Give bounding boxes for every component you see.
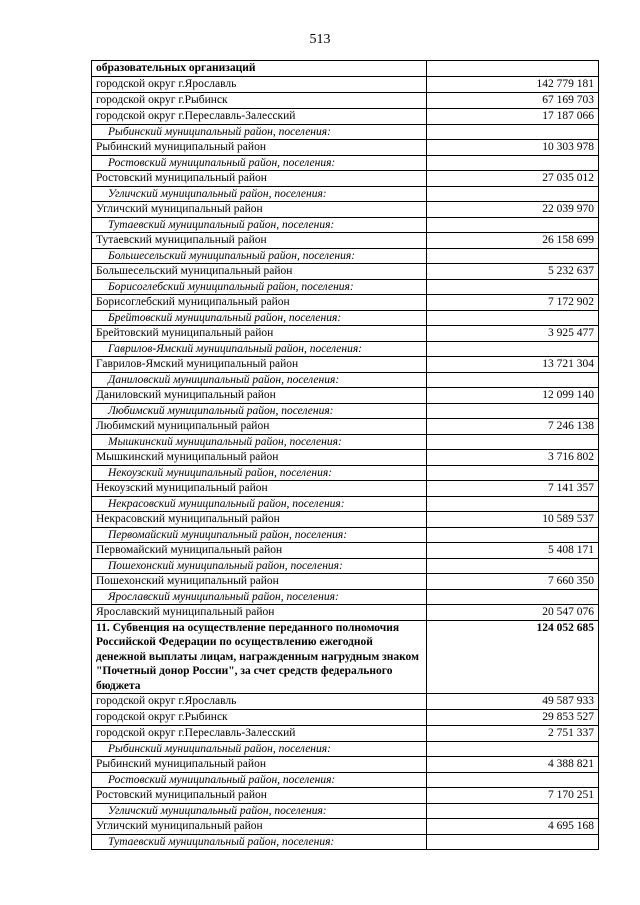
row-amount-cell: 2 751 337 <box>427 726 599 742</box>
row-name-cell: городской округ г.Рыбинск <box>92 92 427 108</box>
table-row <box>92 449 599 465</box>
row-amount-cell <box>427 589 599 604</box>
section-header-row <box>92 61 599 77</box>
row-amount-cell <box>427 434 599 449</box>
row-amount-cell: 26 158 699 <box>427 232 599 248</box>
table-row <box>92 170 599 186</box>
district-subheader-row <box>92 465 599 480</box>
row-amount-cell: 12 099 140 <box>427 387 599 403</box>
district-subheader-row <box>92 589 599 604</box>
row-name-cell: Даниловский муниципальный район <box>92 387 427 403</box>
row-amount-cell: 3 716 802 <box>427 449 599 465</box>
row-name-cell: городской округ г.Ярославль <box>92 694 427 710</box>
row-amount-cell <box>427 310 599 325</box>
row-name-cell: Большесельский муниципальный район, поселения: <box>92 248 427 263</box>
row-amount-cell <box>427 527 599 542</box>
table-row <box>92 694 599 710</box>
row-amount-cell <box>427 496 599 511</box>
row-name-cell: городской округ г.Переславль-Залесский <box>92 726 427 742</box>
page-number: 513 <box>309 32 331 47</box>
row-amount-cell: 5 408 171 <box>427 542 599 558</box>
budget-table <box>91 60 599 850</box>
row-amount-cell: 10 589 537 <box>427 511 599 527</box>
row-name-cell: 11. Субвенция на осуществление переданного полномочия Российской Федерации по осуществлению ежегодной денежной выплаты лицам, награжденным нагрудным знаком "Почетный донор России", за счет средств федерального бюджета <box>92 620 427 694</box>
district-subheader-row <box>92 527 599 542</box>
row-name-cell: Угличский муниципальный район, поселения: <box>92 804 427 819</box>
row-amount-cell: 67 169 703 <box>427 92 599 108</box>
row-name-cell: Борисоглебский муниципальный район, поселения: <box>92 279 427 294</box>
district-subheader-row <box>92 496 599 511</box>
row-name-cell: Рыбинский муниципальный район <box>92 139 427 155</box>
row-name-cell: Любимский муниципальный район <box>92 418 427 434</box>
table-row <box>92 387 599 403</box>
row-amount-cell <box>427 742 599 757</box>
row-amount-cell <box>427 155 599 170</box>
district-subheader-row <box>92 155 599 170</box>
row-name-cell: Брейтовский муниципальный район <box>92 325 427 341</box>
row-name-cell: Угличский муниципальный район, поселения: <box>92 186 427 201</box>
row-name-cell: Борисоглебский муниципальный район <box>92 294 427 310</box>
row-amount-cell <box>427 558 599 573</box>
district-subheader-row <box>92 279 599 294</box>
row-name-cell: образовательных организаций <box>92 61 427 77</box>
row-name-cell: Пошехонский муниципальный район <box>92 573 427 589</box>
row-amount-cell: 7 141 357 <box>427 480 599 496</box>
table-row <box>92 263 599 279</box>
table-row <box>92 542 599 558</box>
row-amount-cell: 7 246 138 <box>427 418 599 434</box>
district-subheader-row <box>92 835 599 850</box>
row-amount-cell: 17 187 066 <box>427 108 599 124</box>
row-name-cell: Некрасовский муниципальный район, поселения: <box>92 496 427 511</box>
district-subheader-row <box>92 403 599 418</box>
row-name-cell: Большесельский муниципальный район <box>92 263 427 279</box>
table-row <box>92 108 599 124</box>
table-row <box>92 325 599 341</box>
row-name-cell: Мышкинский муниципальный район <box>92 449 427 465</box>
row-amount-cell <box>427 465 599 480</box>
row-name-cell: Угличский муниципальный район <box>92 819 427 835</box>
row-name-cell: Брейтовский муниципальный район, поселения: <box>92 310 427 325</box>
row-amount-cell: 142 779 181 <box>427 76 599 92</box>
row-amount-cell <box>427 124 599 139</box>
row-amount-cell: 29 853 527 <box>427 710 599 726</box>
district-subheader-row <box>92 434 599 449</box>
row-amount-cell: 7 172 902 <box>427 294 599 310</box>
table-row <box>92 710 599 726</box>
district-subheader-row <box>92 124 599 139</box>
district-subheader-row <box>92 341 599 356</box>
section-header-row <box>92 620 599 694</box>
row-amount-cell <box>427 372 599 387</box>
row-amount-cell <box>427 835 599 850</box>
district-subheader-row <box>92 742 599 757</box>
district-subheader-row <box>92 372 599 387</box>
row-name-cell: Тутаевский муниципальный район <box>92 232 427 248</box>
row-name-cell: Рыбинский муниципальный район, поселения: <box>92 124 427 139</box>
table-row <box>92 573 599 589</box>
row-name-cell: городской округ г.Ярославль <box>92 76 427 92</box>
row-amount-cell: 13 721 304 <box>427 356 599 372</box>
row-amount-cell <box>427 217 599 232</box>
row-amount-cell: 49 587 933 <box>427 694 599 710</box>
table-row <box>92 294 599 310</box>
row-amount-cell <box>427 248 599 263</box>
table-row <box>92 139 599 155</box>
row-name-cell: Некоузский муниципальный район <box>92 480 427 496</box>
row-amount-cell: 27 035 012 <box>427 170 599 186</box>
district-subheader-row <box>92 248 599 263</box>
row-name-cell: Даниловский муниципальный район, поселения: <box>92 372 427 387</box>
district-subheader-row <box>92 217 599 232</box>
table-row <box>92 356 599 372</box>
row-amount-cell: 3 925 477 <box>427 325 599 341</box>
table-row <box>92 92 599 108</box>
row-amount-cell: 20 547 076 <box>427 604 599 620</box>
row-name-cell: Мышкинский муниципальный район, поселения: <box>92 434 427 449</box>
budget-table-body <box>92 61 599 850</box>
row-amount-cell <box>427 186 599 201</box>
row-amount-cell: 7 170 251 <box>427 788 599 804</box>
table-row <box>92 788 599 804</box>
row-name-cell: Некрасовский муниципальный район <box>92 511 427 527</box>
row-name-cell: Угличский муниципальный район <box>92 201 427 217</box>
row-name-cell: городской округ г.Рыбинск <box>92 710 427 726</box>
table-row <box>92 757 599 773</box>
row-name-cell: городской округ г.Переславль-Залесский <box>92 108 427 124</box>
table-row <box>92 232 599 248</box>
district-subheader-row <box>92 186 599 201</box>
row-name-cell: Гаврилов-Ямский муниципальный район, поселения: <box>92 341 427 356</box>
row-amount-cell: 7 660 350 <box>427 573 599 589</box>
row-name-cell: Рыбинский муниципальный район <box>92 757 427 773</box>
row-name-cell: Ярославский муниципальный район, поселения: <box>92 589 427 604</box>
table-row <box>92 480 599 496</box>
row-name-cell: Ростовский муниципальный район <box>92 788 427 804</box>
row-name-cell: Рыбинский муниципальный район, поселения: <box>92 742 427 757</box>
row-amount-cell <box>427 804 599 819</box>
row-amount-cell: 10 303 978 <box>427 139 599 155</box>
district-subheader-row <box>92 310 599 325</box>
table-row <box>92 201 599 217</box>
row-amount-cell <box>427 279 599 294</box>
table-row <box>92 819 599 835</box>
row-name-cell: Гаврилов-Ямский муниципальный район <box>92 356 427 372</box>
table-row <box>92 418 599 434</box>
row-name-cell: Ростовский муниципальный район, поселения: <box>92 773 427 788</box>
row-amount-cell <box>427 773 599 788</box>
row-amount-cell: 124 052 685 <box>427 620 599 694</box>
district-subheader-row <box>92 558 599 573</box>
row-amount-cell: 5 232 637 <box>427 263 599 279</box>
row-name-cell: Пошехонский муниципальный район, поселения: <box>92 558 427 573</box>
table-row <box>92 511 599 527</box>
row-name-cell: Ярославский муниципальный район <box>92 604 427 620</box>
district-subheader-row <box>92 773 599 788</box>
table-row <box>92 76 599 92</box>
row-amount-cell <box>427 341 599 356</box>
row-amount-cell <box>427 61 599 77</box>
row-amount-cell: 22 039 970 <box>427 201 599 217</box>
row-name-cell: Некоузский муниципальный район, поселения: <box>92 465 427 480</box>
row-name-cell: Ростовский муниципальный район <box>92 170 427 186</box>
table-row <box>92 604 599 620</box>
row-amount-cell <box>427 403 599 418</box>
row-amount-cell: 4 695 168 <box>427 819 599 835</box>
district-subheader-row <box>92 804 599 819</box>
row-name-cell: Тутаевский муниципальный район, поселения: <box>92 835 427 850</box>
row-name-cell: Первомайский муниципальный район, поселения: <box>92 527 427 542</box>
row-name-cell: Первомайский муниципальный район <box>92 542 427 558</box>
row-name-cell: Любимский муниципальный район, поселения: <box>92 403 427 418</box>
table-row <box>92 726 599 742</box>
row-name-cell: Тутаевский муниципальный район, поселения: <box>92 217 427 232</box>
row-name-cell: Ростовский муниципальный район, поселения: <box>92 155 427 170</box>
row-amount-cell: 4 388 821 <box>427 757 599 773</box>
